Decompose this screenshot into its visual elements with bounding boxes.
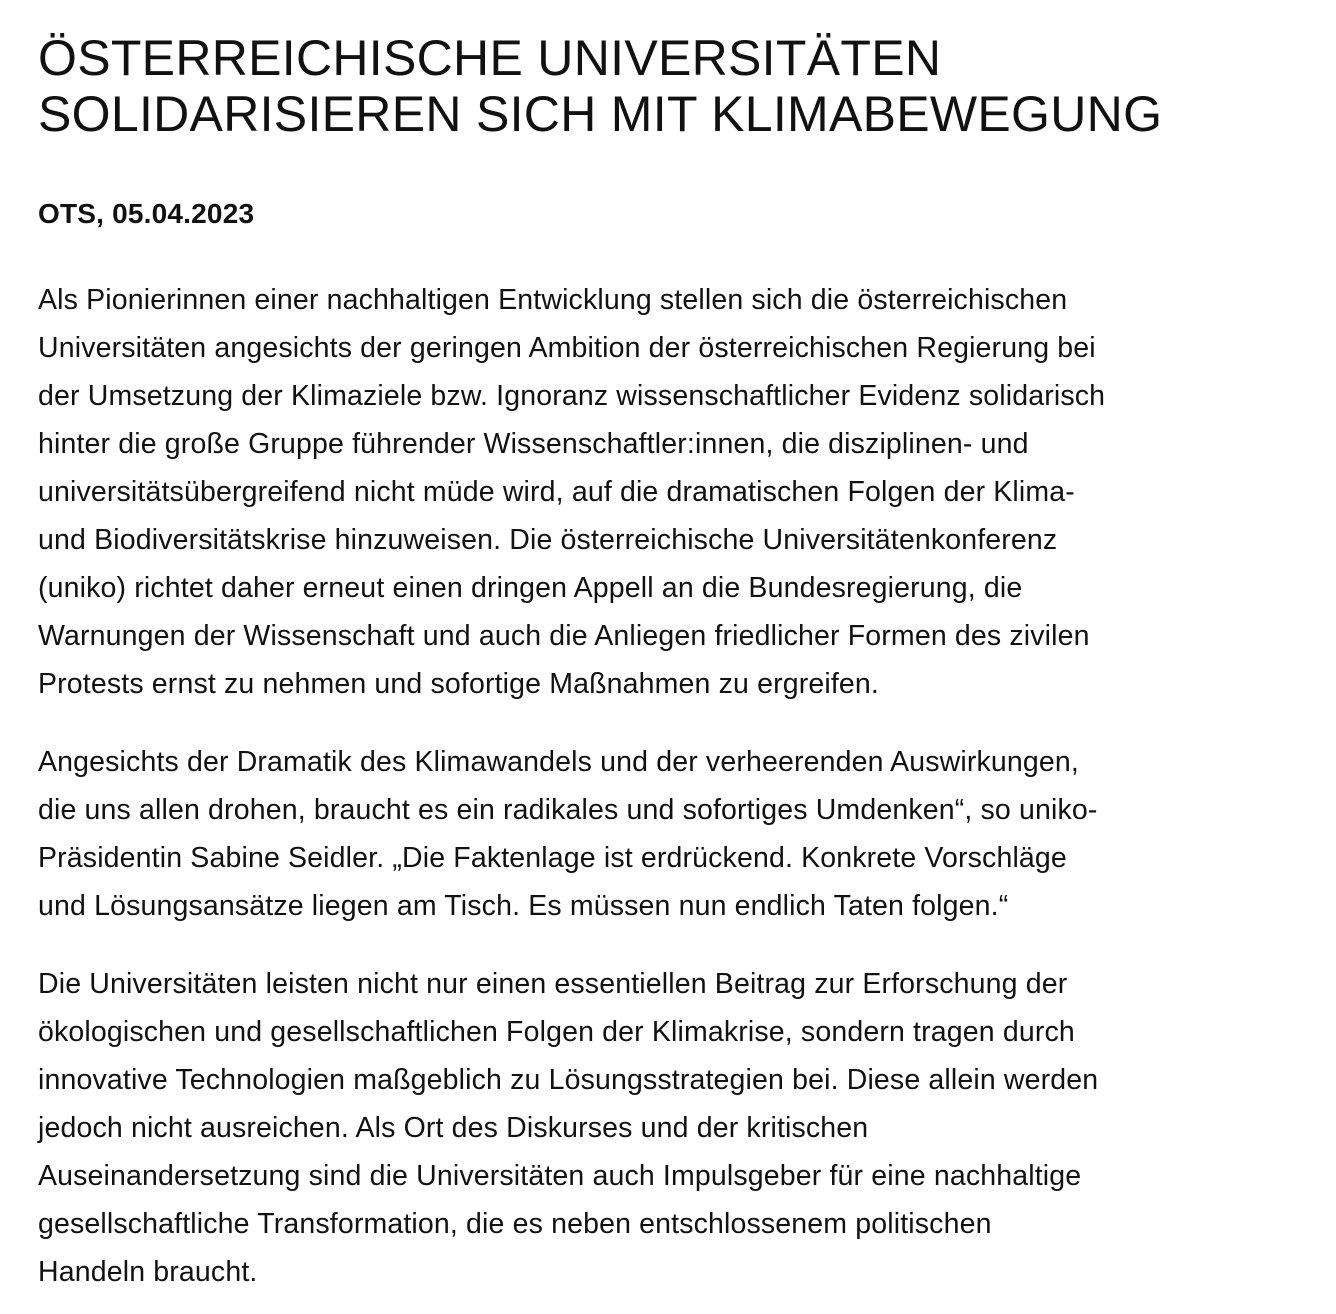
paragraph [38, 960, 1298, 1296]
paragraph-line: die uns allen drohen, braucht es ein radikales und sofortiges Umdenken“, so uniko- [38, 794, 1098, 826]
paragraph-line: und Lösungsansätze liegen am Tisch. Es müssen nun endlich Taten folgen.“ [38, 890, 1009, 922]
paragraph-line: Handeln braucht. [38, 1256, 258, 1288]
article-title-line: SOLIDARISIEREN SICH MIT KLIMABEWEGUNG [38, 86, 1163, 142]
paragraph-line: ökologischen und gesellschaftlichen Folgen der Klimakrise, sondern tragen durch [38, 1016, 1075, 1048]
paragraph-line: der Umsetzung der Klimaziele bzw. Ignoranz wissenschaftlicher Evidenz solidarisch [38, 380, 1106, 412]
article-title-line: ÖSTERREICHISCHE UNIVERSITÄTEN [38, 30, 942, 86]
paragraph-line: Als Pionierinnen einer nachhaltigen Entwicklung stellen sich die österreichischen [38, 284, 1068, 316]
paragraph-line: Die Universitäten leisten nicht nur einen essentiellen Beitrag zur Erforschung der [38, 968, 1068, 1000]
paragraph-line: Präsidentin Sabine Seidler. „Die Faktenlage ist erdrückend. Konkrete Vorschläge [38, 842, 1067, 874]
paragraph-line: Universitäten angesichts der geringen Ambition der österreichischen Regierung bei [38, 332, 1096, 364]
paragraph-line: innovative Technologien maßgeblich zu Lösungsstrategien bei. Diese allein werden [38, 1064, 1099, 1096]
paragraph-line: Warnungen der Wissenschaft und auch die Anliegen friedlicher Formen des zivilen [38, 620, 1090, 652]
paragraph [38, 738, 1298, 930]
paragraph-line: universitätsübergreifend nicht müde wird, auf die dramatischen Folgen der Klima- [38, 476, 1075, 508]
article-body [38, 276, 1298, 1296]
paragraph-line: hinter die große Gruppe führender Wissenschaftler:innen, die disziplinen- und [38, 428, 1029, 460]
paragraph-line: Protests ernst zu nehmen und sofortige Maßnahmen zu ergreifen. [38, 668, 879, 700]
paragraph-line: (uniko) richtet daher erneut einen dringen Appell an die Bundesregierung, die [38, 572, 1023, 604]
paragraph [38, 276, 1298, 708]
paragraph-line: Auseinandersetzung sind die Universitäten auch Impulsgeber für eine nachhaltige [38, 1160, 1082, 1192]
article-source-date: OTS, 05.04.2023 [38, 198, 255, 229]
paragraph-line: und Biodiversitätskrise hinzuweisen. Die österreichische Universitätenkonferenz [38, 524, 1058, 556]
paragraph-line: Angesichts der Dramatik des Klimawandels und der verheerenden Auswirkungen, [38, 746, 1079, 778]
paragraph-line: jedoch nicht ausreichen. Als Ort des Diskurses und der kritischen [38, 1112, 869, 1144]
paragraph-line: gesellschaftliche Transformation, die es neben entschlossenem politischen [38, 1208, 992, 1240]
article-title [38, 30, 1258, 142]
